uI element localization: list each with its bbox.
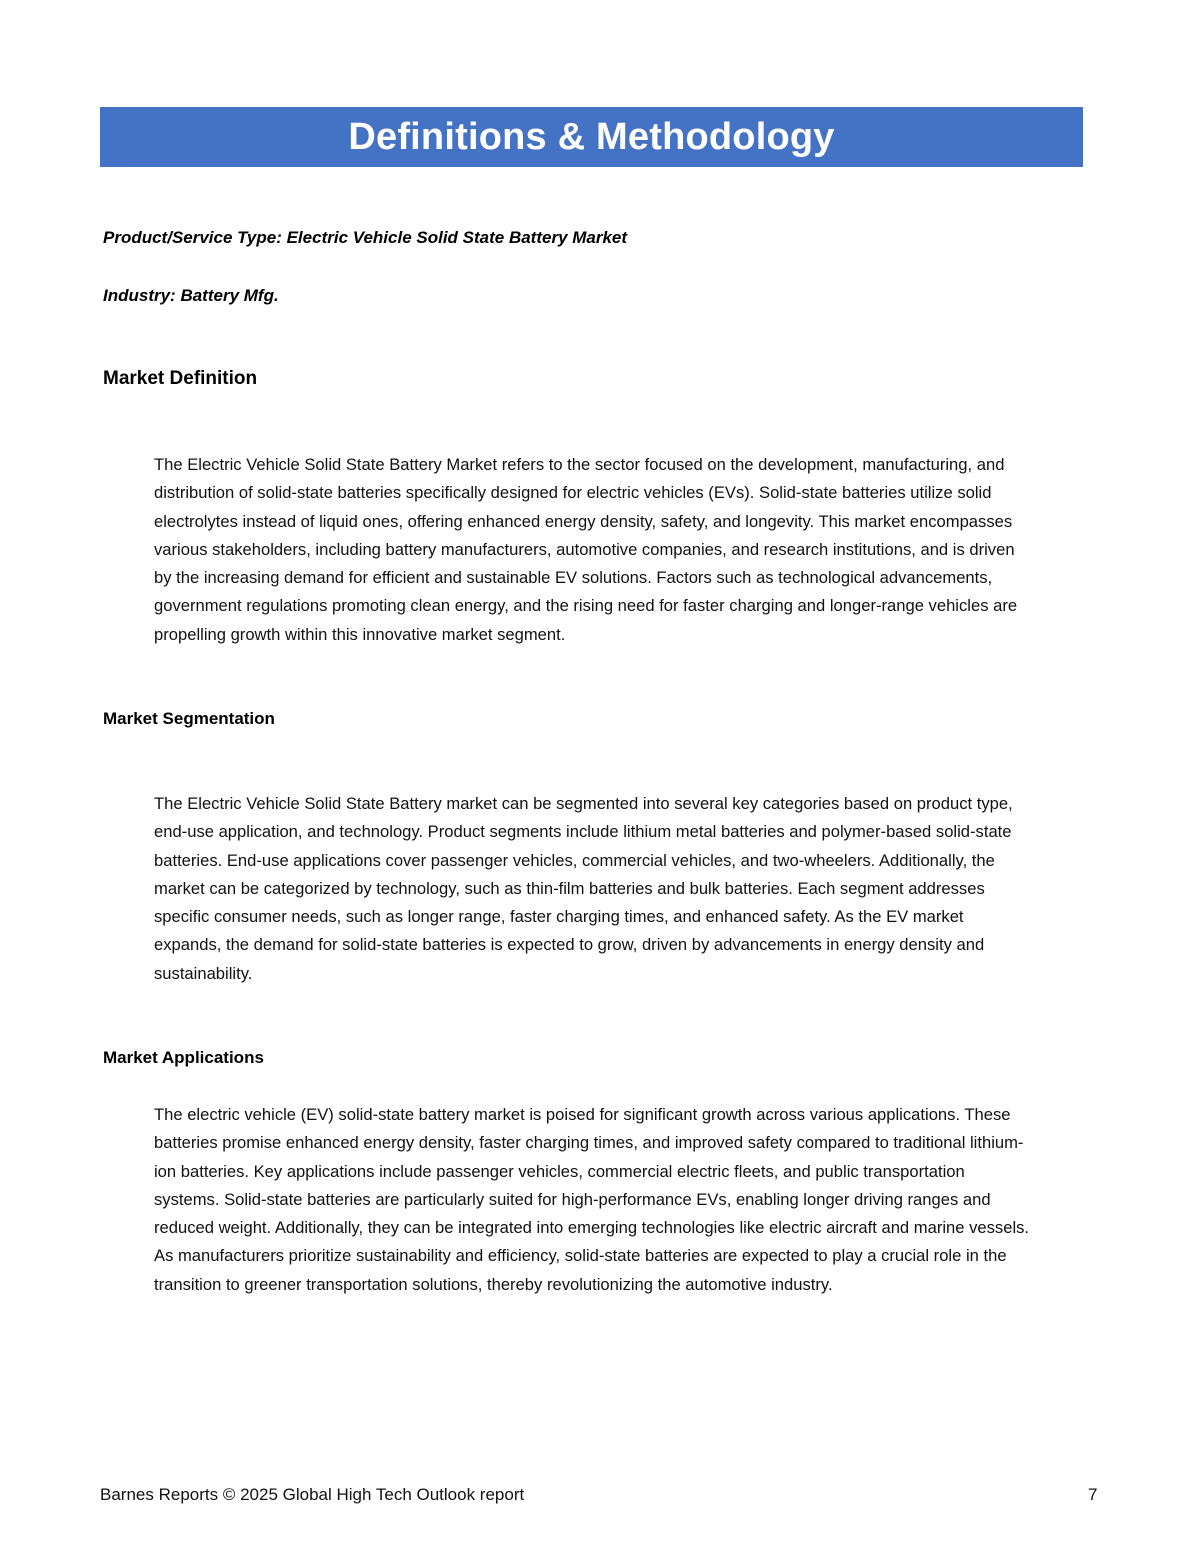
page-title: Definitions & Methodology [348, 115, 835, 158]
market-segmentation-text: The Electric Vehicle Solid State Battery market can be segmented into several key categories based on product type, end-use application, and technology. Product segments include lithium metal batteries and polymer-based solid-state batteries. End-use applications cover passenger vehicles, commercial vehicles, and two-wheelers. Additionally, the market can be categorized by technology, such as thin-film batteries and bulk batteries. Each segment addresses specific consumer needs, such as longer range, faster charging times, and enhanced safety. As the EV market expands, the demand for solid-state batteries is expected to grow, driven by advancements in energy density and sustainability. [154, 794, 1013, 983]
industry-label: Industry: Battery Mfg. [103, 286, 279, 305]
market-segmentation-heading: Market Segmentation [103, 709, 275, 728]
page-number: 7 [1088, 1485, 1098, 1504]
page-title-banner [100, 107, 1083, 167]
market-applications-heading: Market Applications [103, 1048, 264, 1067]
footer-source: Barnes Reports © 2025 Global High Tech Outlook report [100, 1485, 525, 1504]
market-definition-text: The Electric Vehicle Solid State Battery Market refers to the sector focused on the development, manufacturing, and distribution of solid-state batteries specifically designed for electric vehicles (EVs). Solid-state batteries utilize solid electrolytes instead of liquid ones, offering enhanced energy density, safety, and longevity. This market encompasses various stakeholders, including battery manufacturers, automotive companies, and research institutions, and is driven by the increasing demand for efficient and sustainable EV solutions. Factors such as technological advancements, government regulations promoting clean energy, and the rising need for faster charging and longer-range vehicles are propelling growth within this innovative market segment. [154, 455, 1018, 644]
market-applications-text: The electric vehicle (EV) solid-state battery market is poised for significant growth across various applications. These batteries promise enhanced energy density, faster charging times, and improved safety compared to traditional lithium-ion batteries. Key applications include passenger vehicles, commercial electric fleets, and public transportation systems. Solid-state batteries are particularly suited for high-performance EVs, enabling longer driving ranges and reduced weight. Additionally, they can be integrated into emerging technologies like electric aircraft and marine vessels. As manufacturers prioritize sustainability and efficiency, solid-state batteries are expected to play a crucial role in the transition to greener transportation solutions, thereby revolutionizing the automotive industry. [154, 1105, 1030, 1294]
product-service-type: Product/Service Type: Electric Vehicle Solid State Battery Market [103, 228, 628, 247]
market-definition-heading: Market Definition [103, 368, 258, 389]
